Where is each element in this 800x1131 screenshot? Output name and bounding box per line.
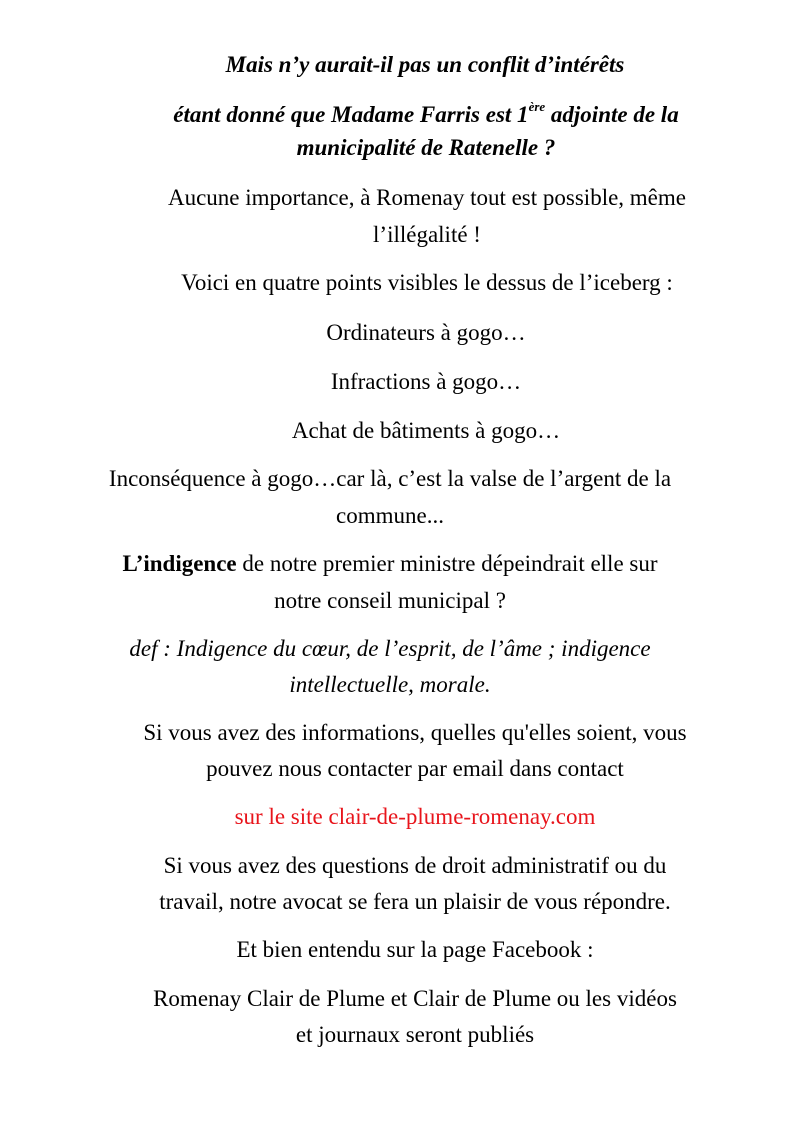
question-line-3 xyxy=(0,131,800,165)
point-3-text: Achat de bâtiments à gogo… xyxy=(291,418,561,443)
contact-line-2-text: pouvez nous contacter par email dans contact xyxy=(206,756,624,781)
closing-line-1 xyxy=(0,982,800,1016)
indigence-bold-word: L’indigence xyxy=(122,551,237,576)
indigence-line-1-rest: de notre premier ministre dépeindrait elle sur xyxy=(236,551,658,576)
closing-line-2-text: et journaux seront publiés xyxy=(295,1022,535,1047)
site-link[interactable]: sur le site clair-de-plume-romenay.com xyxy=(234,804,596,829)
contact-line-2 xyxy=(0,752,800,786)
answer-line-1 xyxy=(0,181,800,215)
site-link-line[interactable] xyxy=(0,800,800,834)
indigence-line-2 xyxy=(0,584,780,618)
point-4-line-2-text: commune... xyxy=(336,503,444,528)
contact-line-1 xyxy=(0,716,800,750)
facebook-line xyxy=(0,933,800,967)
intro-text: Voici en quatre points visibles le dessus de l’iceberg : xyxy=(181,270,673,295)
point-3 xyxy=(0,414,800,448)
lawyer-line-2 xyxy=(0,885,800,919)
point-1-text: Ordinateurs à gogo… xyxy=(326,320,526,345)
point-4-line-1 xyxy=(0,462,780,496)
intro-line xyxy=(0,266,800,300)
indigence-line-1 xyxy=(0,547,780,581)
point-4-line-1-text: Inconséquence à gogo…car là, c’est la valse de l’argent de la xyxy=(108,466,672,491)
closing-line-1-text: Romenay Clair de Plume et Clair de Plume ou les vidéos xyxy=(153,986,677,1011)
answer-line-1-text: Aucune importance, à Romenay tout est possible, même xyxy=(167,185,686,210)
lawyer-line-2-text: travail, notre avocat se fera un plaisir de vous répondre. xyxy=(159,889,671,914)
answer-line-2-text: l’illégalité ! xyxy=(373,222,481,247)
point-2-text: Infractions à gogo… xyxy=(330,369,522,394)
indigence-line-2-text: notre conseil municipal ? xyxy=(274,588,506,613)
question-line-3-text: municipalité de Ratenelle ? xyxy=(296,135,556,160)
lawyer-line-1 xyxy=(0,849,800,883)
question-line-1-text: Mais n’y aurait-il pas un conflit d’intérêts xyxy=(225,52,625,77)
answer-line-2 xyxy=(0,218,800,252)
question-line-2-end: adjointe de la xyxy=(545,102,679,127)
point-2 xyxy=(0,365,800,399)
question-superscript: ère xyxy=(528,99,546,115)
question-line-1 xyxy=(0,48,800,82)
contact-line-1-text: Si vous avez des informations, quelles qu'elles soient, vous xyxy=(143,720,687,745)
definition-line-2-text: intellectuelle, morale. xyxy=(289,672,491,697)
point-1 xyxy=(0,316,800,350)
question-line-2-start: étant donné que Madame Farris est 1 xyxy=(173,102,529,127)
question-line-2 xyxy=(0,98,800,132)
lawyer-line-1-text: Si vous avez des questions de droit administratif ou du xyxy=(163,853,667,878)
facebook-text: Et bien entendu sur la page Facebook : xyxy=(236,937,594,962)
closing-line-2 xyxy=(0,1018,800,1052)
definition-line-1 xyxy=(0,632,780,666)
point-4-line-2 xyxy=(0,499,780,533)
definition-line-2 xyxy=(0,668,780,702)
definition-line-1-text: def : Indigence du cœur, de l’esprit, de l’âme ; indigence xyxy=(129,636,651,661)
